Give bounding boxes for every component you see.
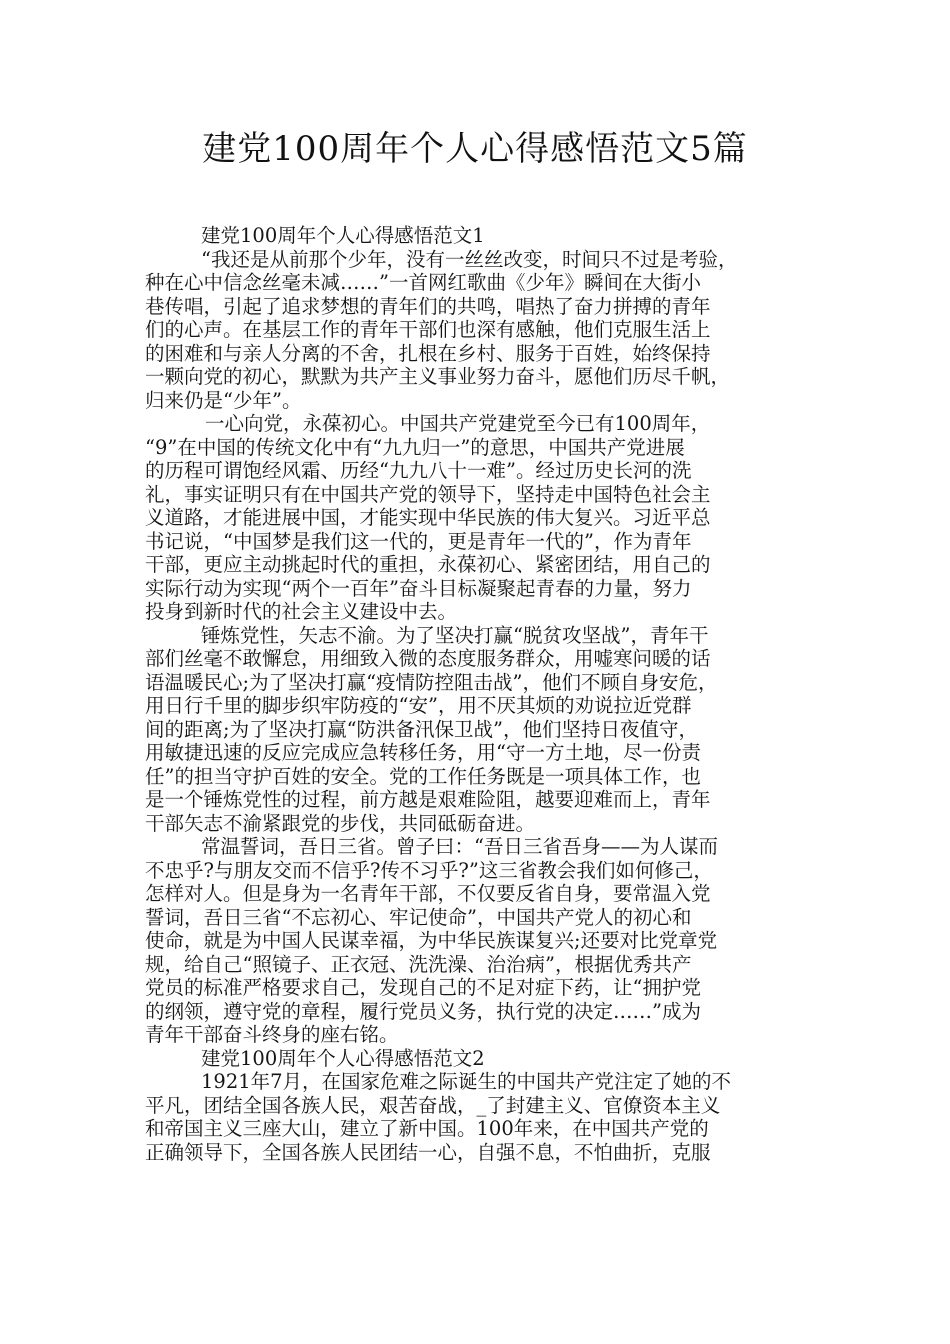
text-line: 平凡，团结全国各族人民，艰苦奋战，_了封建主义、官僚资本主义 bbox=[145, 1093, 721, 1117]
text-line: 巷传唱，引起了追求梦想的青年们的共鸣，唱热了奋力拼搏的青年 bbox=[145, 294, 711, 318]
document-body bbox=[145, 224, 820, 1164]
text-line: 任”的担当守护百姓的安全。党的工作任务既是一项具体工作，也 bbox=[145, 764, 701, 788]
text-line: 和帝国主义三座大山，建立了新中国。100年来，在中国共产党的 bbox=[145, 1117, 709, 1140]
text-line: 一心向党，永葆初心。中国共产党建党至今已有100周年， bbox=[205, 412, 711, 435]
text-line: 的困难和与亲人分离的不舍，扎根在乡村、服务于百姓，始终保持 bbox=[145, 341, 711, 365]
text-line: 是一个锤炼党性的过程，前方越是艰难险阻，越要迎难而上，青年 bbox=[145, 788, 711, 811]
text-line: 礼，事实证明只有在中国共产党的领导下，坚持走中国特色社会主 bbox=[145, 482, 711, 506]
text-line: 部们丝毫不敢懈怠，用细致入微的态度服务群众，用嘘寒问暖的话 bbox=[145, 647, 711, 670]
text-line: 的历程可谓饱经风霜、历经“九九八十一难”。经过历史长河的洗 bbox=[145, 459, 692, 482]
text-line: 干部，更应主动挑起时代的重担，永葆初心、紧密团结，用自己的 bbox=[145, 553, 711, 576]
text-line: 用日行千里的脚步织牢防疫的“安”，用不厌其烦的劝说拉近党群 bbox=[145, 694, 692, 717]
text-line: 建党100周年个人心得感悟范文1 bbox=[201, 224, 485, 247]
text-line: 干部矢志不渝紧跟党的步伐，共同砥砺奋进。 bbox=[145, 811, 536, 835]
text-line: 怎样对人。但是身为一名青年干部，不仅要反省自身，要常温入党 bbox=[145, 882, 711, 905]
text-line: “9”在中国的传统文化中有“九九归一”的意思，中国共产党进展 bbox=[145, 435, 685, 459]
text-line: 义道路，才能进展中国，才能实现中华民族的伟大复兴。习近平总 bbox=[145, 506, 711, 529]
text-line: 归来仍是“少年”。 bbox=[145, 388, 302, 412]
text-line: 语温暖民心;为了坚决打赢“疫情防控阻击战”，他们不顾自身安危， bbox=[145, 670, 718, 694]
text-line: 正确领导下，全国各族人民团结一心，自强不息，不怕曲折，克服 bbox=[145, 1140, 711, 1164]
text-line: 不忠乎?与朋友交而不信乎?传不习乎?”这三省教会我们如何修己， bbox=[145, 858, 713, 882]
text-line: 间的距离;为了坚决打赢“防洪备汛保卫战”，他们坚持日夜值守， bbox=[145, 717, 699, 741]
text-line: 建党100周年个人心得感悟范文2 bbox=[201, 1046, 485, 1070]
text-line: 党员的标准严格要求自己，发现自己的不足对症下药，让“拥护党 bbox=[145, 976, 701, 999]
text-line: 书记说，“中国梦是我们这一代的，更是青年一代的”，作为青年 bbox=[145, 529, 692, 553]
text-line: 一颗向党的初心，默默为共产主义事业努力奋斗，愿他们历尽千帆， bbox=[145, 365, 731, 388]
text-line: 们的心声。在基层工作的青年干部们也深有感触，他们克服生活上 bbox=[145, 318, 711, 341]
document-title: 建党100周年个人心得感悟范文5篇 bbox=[202, 129, 748, 169]
text-line: 规，给自己“照镜子、正衣冠、洗洗澡、治治病”，根据优秀共产 bbox=[145, 952, 692, 976]
text-line: 常温誓词，吾日三省。曾子曰：“吾日三省吾身——为人谋而 bbox=[201, 835, 718, 858]
text-line: 使命，就是为中国人民谋幸福，为中华民族谋复兴;还要对比党章党 bbox=[145, 929, 718, 952]
text-line: 锤炼党性，矢志不渝。为了坚决打赢“脱贫攻坚战”，青年干 bbox=[201, 623, 709, 647]
text-line: 用敏捷迅速的反应完成应急转移任务，用“守一方土地，尽一份责 bbox=[145, 741, 701, 764]
text-line: “我还是从前那个少年，没有一丝丝改变，时间只不过是考验， bbox=[201, 247, 738, 271]
text-line: 誓词，吾日三省“不忘初心、牢记使命”，中国共产党人的初心和 bbox=[145, 905, 692, 929]
text-line: 种在心中信念丝毫未减……”一首网红歌曲《少年》瞬间在大街小 bbox=[145, 271, 701, 294]
text-line: 的纲领，遵守党的章程，履行党员义务，执行党的决定……”成为 bbox=[145, 999, 701, 1023]
text-line: 1921年7月，在国家危难之际诞生的中国共产党注定了她的不 bbox=[201, 1070, 732, 1093]
text-line: 投身到新时代的社会主义建设中去。 bbox=[145, 600, 458, 623]
text-line: 实际行动为实现“两个一百年”奋斗目标凝聚起青春的力量，努力 bbox=[145, 576, 692, 600]
text-line: 青年干部奋斗终身的座右铭。 bbox=[145, 1023, 399, 1046]
